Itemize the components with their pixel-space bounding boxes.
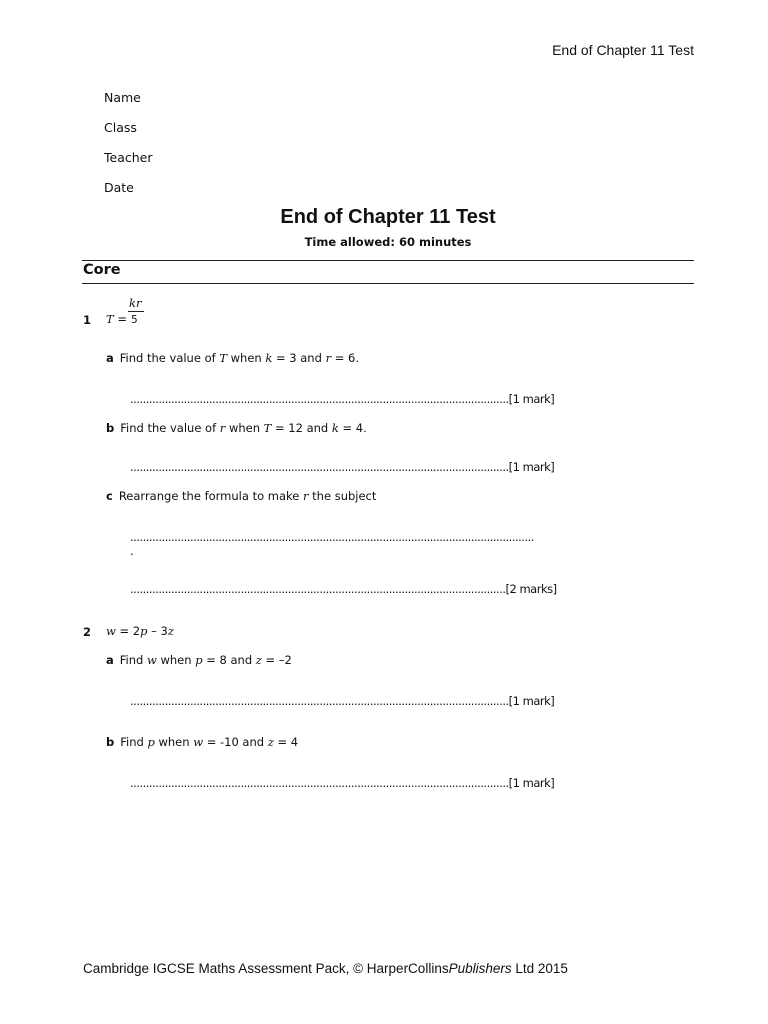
- answer-dots: ................................................................................................................................: [130, 530, 534, 544]
- time-allowed: Time allowed: 60 minutes: [304, 235, 472, 249]
- q1-formula-lhs: [106, 312, 127, 326]
- var-z: z: [255, 653, 262, 667]
- q1a-text: = 3 and: [272, 351, 326, 365]
- q1b-text: = 12 and: [271, 421, 332, 435]
- q1b-answer-line[interactable]: [130, 460, 554, 474]
- field-date: Date: [104, 180, 134, 195]
- q1c-label: c: [106, 489, 113, 503]
- section-heading: Core: [83, 262, 121, 278]
- var-p: p: [140, 624, 148, 638]
- q2b-label: b: [106, 735, 115, 749]
- q1b-text: Find the value of: [120, 421, 220, 435]
- section-rule-bottom: [82, 283, 694, 284]
- field-teacher: Teacher: [104, 150, 153, 165]
- answer-dots: ........................................................................................................................: [130, 460, 509, 474]
- var-r: r: [219, 421, 226, 435]
- q1-numerator: kr: [129, 296, 142, 310]
- q1c-answer-line-1[interactable]: [130, 530, 534, 544]
- var-T: T: [263, 421, 272, 435]
- q1c-text: the subject: [308, 489, 377, 503]
- var-r: r: [303, 489, 309, 503]
- q1a-answer-line[interactable]: [130, 392, 554, 406]
- var-k: k: [265, 351, 273, 365]
- q1c-wrap-dot: .: [130, 544, 134, 558]
- q2b-text: = -10 and: [203, 735, 268, 749]
- question-1-number: 1: [83, 313, 92, 327]
- var-p: p: [147, 735, 155, 749]
- q2b-marks: [1 mark]: [508, 776, 555, 790]
- q1b-prompt: [106, 421, 367, 435]
- q1b-text: when: [225, 421, 264, 435]
- q2a-label: a: [106, 653, 114, 667]
- q1a-label: a: [106, 351, 114, 365]
- running-header: End of Chapter 11 Test: [552, 42, 694, 58]
- page-footer: [83, 961, 568, 976]
- var-w: w: [106, 624, 116, 638]
- q2a-answer-line[interactable]: [130, 694, 554, 708]
- q2-formula: [106, 624, 174, 638]
- field-name: Name: [104, 90, 141, 105]
- answer-dots: ........................................................................................................................: [130, 776, 509, 790]
- q1a-text: when: [227, 351, 266, 365]
- answer-dots: .......................................................................................................................: [130, 582, 506, 596]
- var-T: T: [106, 312, 114, 326]
- var-k: k: [331, 421, 339, 435]
- q2b-answer-line[interactable]: [130, 776, 554, 790]
- answer-dots: ........................................................................................................................: [130, 392, 509, 406]
- q1c-text: Rearrange the formula to make: [118, 489, 304, 503]
- q1b-marks: [1 mark]: [508, 460, 555, 474]
- q2a-prompt: [106, 653, 292, 667]
- q1a-text: Find the value of: [119, 351, 220, 365]
- q2a-text: = 8 and: [202, 653, 256, 667]
- q1-equals: =: [113, 312, 127, 326]
- q2a-text: = –2: [261, 653, 292, 667]
- q1a-text: = 6.: [331, 351, 359, 365]
- var-T: T: [219, 351, 227, 365]
- var-p: p: [195, 653, 203, 667]
- q2a-text: when: [156, 653, 196, 667]
- q2b-text: Find: [120, 735, 148, 749]
- page-title: End of Chapter 11 Test: [280, 206, 496, 228]
- q1b-text: = 4.: [338, 421, 367, 435]
- footer-publisher-italic: Publishers: [448, 961, 512, 976]
- q2b-prompt: [106, 735, 298, 749]
- q1c-marks: [2 marks]: [505, 582, 557, 596]
- q1-denominator: 5: [131, 314, 138, 326]
- q2a-marks: [1 mark]: [508, 694, 555, 708]
- var-w: w: [193, 735, 204, 749]
- var-z: z: [167, 624, 174, 638]
- q2-formula-text: – 3: [147, 624, 168, 638]
- q2a-text: Find: [119, 653, 147, 667]
- q2b-text: = 4: [273, 735, 299, 749]
- q1a-prompt: [106, 351, 359, 365]
- var-z: z: [267, 735, 274, 749]
- fraction-bar: [128, 311, 144, 312]
- footer-text: Ltd 2015: [511, 961, 568, 976]
- question-2-number: 2: [83, 625, 92, 639]
- q2b-text: when: [154, 735, 194, 749]
- section-rule-top: [82, 260, 694, 261]
- q1b-label: b: [106, 421, 115, 435]
- q1a-marks: [1 mark]: [508, 392, 555, 406]
- q1c-prompt: [106, 489, 376, 503]
- field-class: Class: [104, 120, 137, 135]
- q1c-answer-line-2[interactable]: [130, 582, 557, 596]
- var-r: r: [325, 351, 332, 365]
- footer-text: Cambridge IGCSE Maths Assessment Pack, © HarperCollins: [83, 961, 449, 976]
- var-w: w: [146, 653, 157, 667]
- answer-dots: ........................................................................................................................: [130, 694, 509, 708]
- q2-formula-text: = 2: [115, 624, 141, 638]
